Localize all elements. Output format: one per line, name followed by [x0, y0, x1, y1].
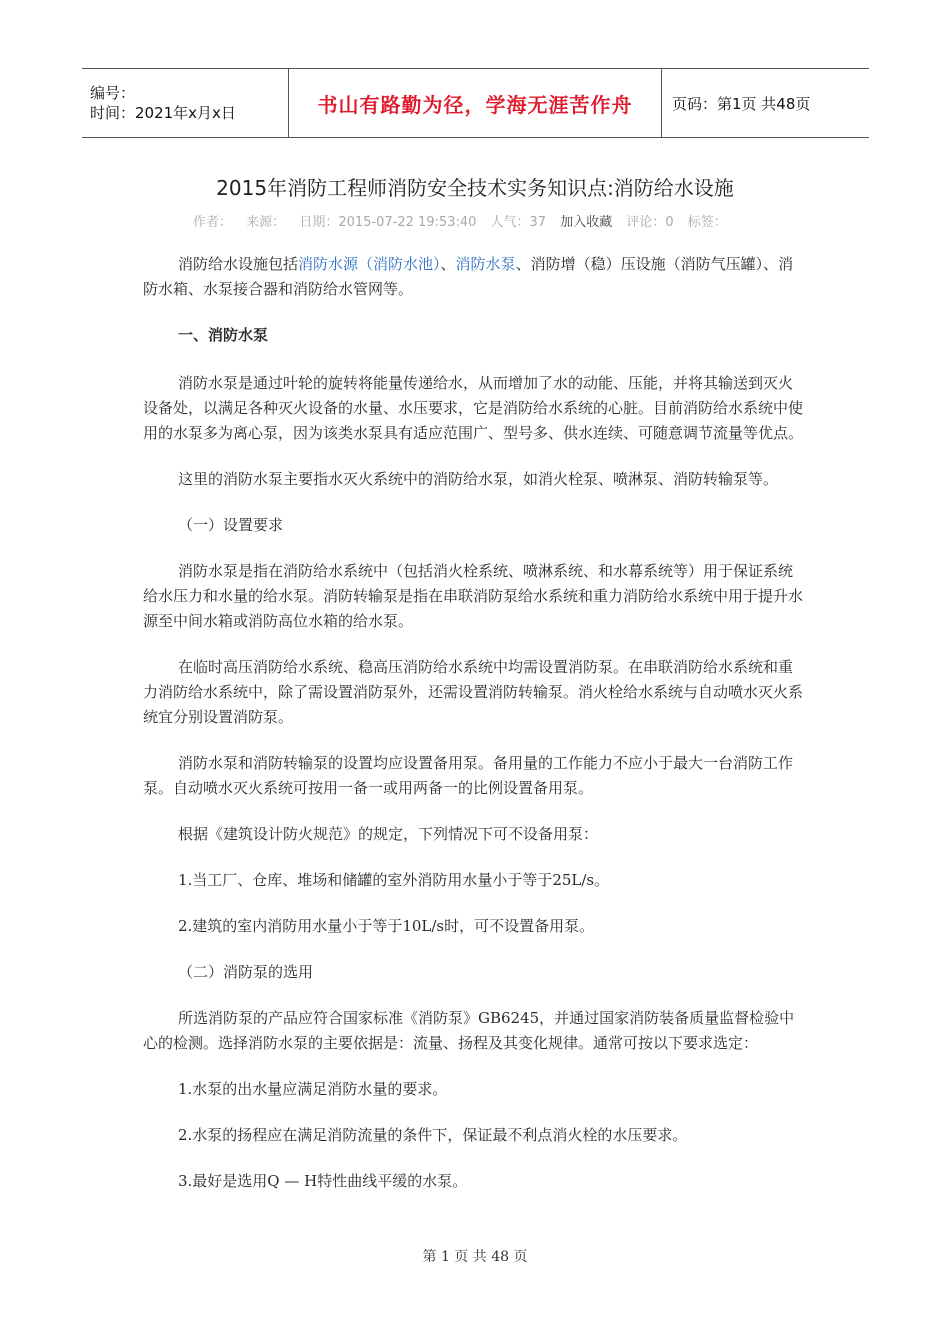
- add-favorite-link[interactable]: 加入收藏: [560, 215, 613, 230]
- meta-date: 日期：2015-07-22 19:53:40: [299, 215, 477, 230]
- list-item: 1.水泵的出水量应满足消防水量的要求。: [178, 1080, 448, 1098]
- article-title: 2015年消防工程师消防安全技术实务知识点:消防给水设施: [216, 176, 734, 200]
- meta-author: 作者：: [193, 215, 233, 230]
- document-header: [82, 68, 869, 138]
- link-water-source[interactable]: 消防水源（消防水池）: [298, 255, 441, 273]
- paragraph: 这里的消防水泵主要指水灭火系统中的消防给水泵，如消火栓泵、喷淋泵、消防转输泵等。: [178, 470, 779, 488]
- paragraph: 消防水泵是指在消防给水系统中（包括消火栓系统、喷淋系统、和水幕系统等）用于保证系统给水压力和水量的给水泵。消防转输泵是指在串联消防泵给水系统和重力消防给水系统中用于提升水源至中间水箱或消防高位水箱的给水泵。: [143, 562, 804, 630]
- subheading-setup: （一）设置要求: [178, 516, 284, 534]
- paragraph: 消防水泵是通过叶轮的旋转将能量传递给水，从而增加了水的动能、压能，并将其输送到灭火设备处，以满足各种灭火设备的水量、水压要求，它是消防给水系统的心脏。目前消防给水系统中使用的水泵多为离心泵，因为该类水泵具有适应范围广、型号多、供水连续、可随意调节流量等优点。: [143, 374, 804, 442]
- time-label: 时间：2021年x月x日: [90, 104, 236, 122]
- subheading-selection: （二）消防泵的选用: [178, 963, 314, 981]
- meta-tags: 标签：: [687, 215, 727, 230]
- page-footer: 第 1 页 共 48 页: [422, 1249, 528, 1265]
- meta-comments: 评论：0: [626, 215, 674, 230]
- header-middle: [288, 69, 662, 137]
- intro-prefix: 消防给水设施包括: [178, 255, 299, 273]
- motto: 书山有路勤为径，学海无涯苦作舟: [317, 92, 633, 117]
- article-body: [143, 252, 803, 1215]
- intro-paragraph: [143, 252, 803, 302]
- list-item: 2.水泵的扬程应在满足消防流量的条件下，保证最不利点消火栓的水压要求。: [178, 1126, 688, 1144]
- paragraph: 根据《建筑设计防火规范》的规定，下列情况下可不设备用泵：: [178, 825, 599, 843]
- number-label: 编号：: [90, 84, 136, 102]
- intro-sep: 、: [440, 255, 456, 273]
- paragraph: 在临时高压消防给水系统、稳高压消防给水系统中均需设置消防泵。在串联消防给水系统和重力消防给水系统中，除了需设置消防泵外，还需设置消防转输泵。消火栓给水系统与自动喷水灭火系统宜分别设置消防泵。: [143, 658, 804, 726]
- link-water-pump[interactable]: 消防水泵: [455, 255, 516, 273]
- list-item: 2.建筑的室内消防用水量小于等于10L/s时，可不设置备用泵。: [178, 917, 595, 935]
- meta-views: 人气：37: [490, 215, 547, 230]
- page-info: 页码：第1页 共48页: [672, 94, 811, 113]
- list-item: 3.最好是选用Q — H特性曲线平缓的水泵。: [178, 1172, 468, 1190]
- list-item: 1.当工厂、仓库、堆场和储罐的室外消防用水量小于等于25L/s。: [178, 871, 610, 889]
- header-right: [662, 69, 869, 137]
- paragraph: 消防水泵和消防转输泵的设置均应设置备用泵。备用量的工作能力不应小于最大一台消防工作泵。自动喷水灭火系统可按用一备一或用两备一的比例设置备用泵。: [143, 754, 794, 797]
- article-meta: [193, 211, 737, 230]
- section-heading-pump: 一、消防水泵: [178, 326, 269, 344]
- meta-source: 来源：: [246, 215, 286, 230]
- header-left: [82, 69, 288, 137]
- intro-suffix: 、消防增（稳）压设施（消防气压罐）、消防水箱、水泵接合器和消防给水管网等。: [143, 255, 794, 298]
- paragraph: 所选消防泵的产品应符合国家标准《消防泵》GB6245，并通过国家消防装备质量监督检验中心的检测。选择消防水泵的主要依据是：流量、扬程及其变化规律。通常可按以下要求选定：: [143, 1009, 795, 1052]
